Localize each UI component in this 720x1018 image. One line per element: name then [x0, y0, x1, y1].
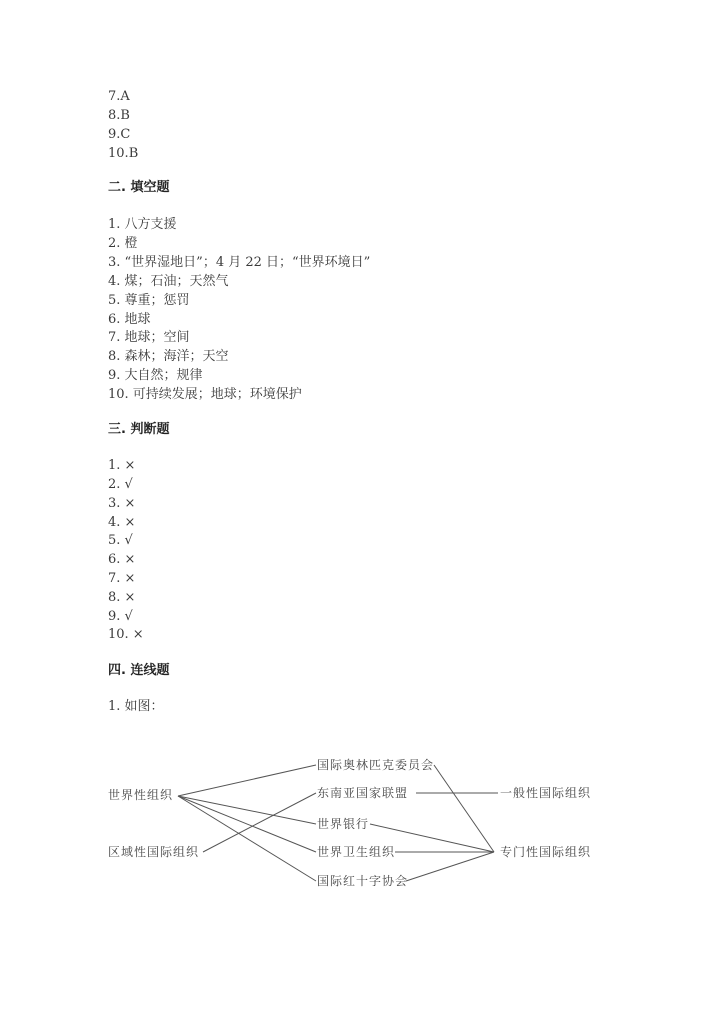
list-item: 5. 尊重；惩罚: [108, 293, 190, 308]
middle-item-world-bank: 世界银行: [317, 817, 370, 831]
list-item: 8. ×: [108, 590, 136, 605]
list-item: 7. 地球；空间: [108, 330, 190, 345]
list-item: 10. 可持续发展；地球；环境保护: [108, 387, 302, 402]
list-item: 9. √: [108, 609, 133, 624]
list-item: 1. 八方支援: [108, 217, 177, 232]
middle-item-red-cross: 国际红十字协会: [317, 874, 409, 888]
list-item: 6. 地球: [108, 312, 151, 327]
left-item-regional-org: 区域性国际组织: [108, 845, 200, 859]
list-item: 7. ×: [108, 571, 136, 586]
answer-8: 8.B: [108, 108, 130, 123]
list-item: 1. 如图：: [108, 699, 164, 714]
answer-7: 7.A: [108, 89, 130, 104]
right-item-specialized-org: 专门性国际组织: [500, 845, 592, 859]
section-heading: 三. 判断题: [108, 422, 170, 437]
left-item-world-org: 世界性组织: [108, 788, 174, 802]
answer-10: 10.B: [108, 146, 139, 161]
list-item: 5. √: [108, 533, 133, 548]
list-item: 2. √: [108, 477, 133, 492]
right-item-general-org: 一般性国际组织: [500, 786, 592, 800]
list-item: 4. ×: [108, 515, 136, 530]
list-item: 10. ×: [108, 627, 144, 642]
section-heading: 二. 填空题: [108, 180, 170, 195]
list-item: 6. ×: [108, 552, 136, 567]
middle-item-asean: 东南亚国家联盟: [317, 786, 409, 800]
answer-9: 9.C: [108, 127, 131, 142]
list-item: 3. ×: [108, 496, 136, 511]
middle-item-who: 世界卫生组织: [317, 845, 396, 859]
list-item: 4. 煤；石油；天然气: [108, 274, 229, 289]
middle-item-ioc: 国际奥林匹克委员会: [317, 758, 435, 772]
section-heading: 四. 连线题: [108, 663, 170, 678]
list-item: 3. “世界湿地日”；4 月 22 日；“世界环境日”: [108, 255, 371, 270]
list-item: 8. 森林；海洋；天空: [108, 349, 229, 364]
list-item: 9. 大自然；规律: [108, 368, 203, 383]
list-item: 1. ×: [108, 458, 136, 473]
list-item: 2. 橙: [108, 236, 138, 251]
